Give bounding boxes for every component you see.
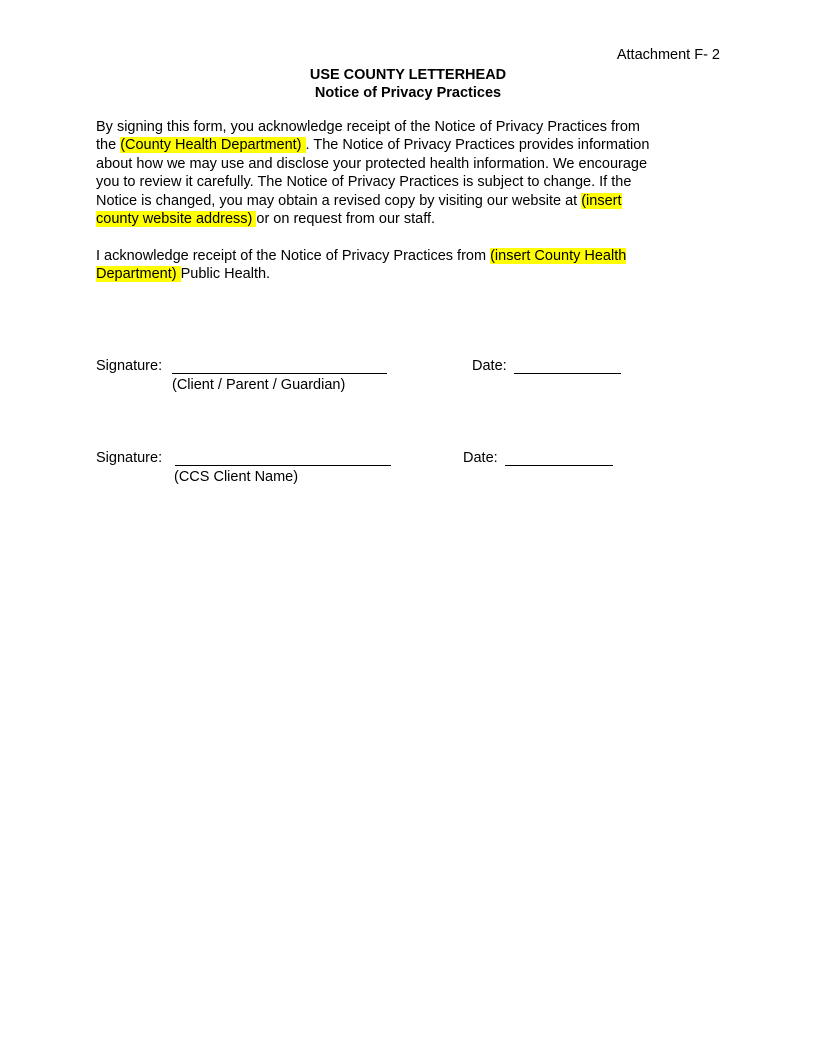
highlighted-placeholder: (insert County Health (490, 248, 627, 264)
letterhead-heading: USE COUNTY LETTERHEAD (309, 67, 507, 83)
paragraph-line: about how we may use and disclose your protected health information. We encourage (96, 156, 648, 172)
paragraph-line: you to review it carefully. The Notice of Privacy Practices is subject to change. If the (96, 174, 632, 190)
paragraph-text: or on request from our staff. (256, 211, 436, 227)
highlighted-placeholder: Department) (96, 266, 181, 282)
paragraph-line (96, 247, 626, 265)
signature-line[interactable] (175, 450, 391, 466)
paragraph-text: the (96, 137, 121, 153)
paragraph-line: By signing this form, you acknowledge receipt of the Notice of Privacy Practices from (96, 119, 640, 135)
page-title: Notice of Privacy Practices (314, 85, 502, 101)
highlighted-placeholder: county website address) (96, 211, 257, 227)
paragraph-line (96, 265, 270, 283)
date-line[interactable] (514, 358, 621, 374)
paragraph-line (96, 136, 649, 154)
date-label: Date: (463, 450, 498, 466)
paragraph-text: . The Notice of Privacy Practices provides information (305, 137, 650, 153)
signature-caption: (Client / Parent / Guardian) (172, 377, 346, 393)
highlighted-placeholder: (County Health Department) (120, 137, 306, 153)
paragraph-line (96, 192, 622, 210)
signature-line[interactable] (172, 358, 387, 374)
signature-label: Signature: (96, 450, 163, 466)
signature-label: Signature: (96, 358, 163, 374)
signature-caption: (CCS Client Name) (174, 469, 299, 485)
attachment-label: Attachment F- 2 (616, 47, 720, 63)
paragraph-text: Public Health. (180, 266, 271, 282)
date-label: Date: (472, 358, 507, 374)
paragraph-line (96, 210, 435, 228)
date-line[interactable] (505, 450, 613, 466)
paragraph-text: I acknowledge receipt of the Notice of Privacy Practices from (96, 248, 491, 264)
paragraph-text: Notice is changed, you may obtain a revised copy by visiting our website at (96, 193, 582, 209)
highlighted-placeholder: (insert (581, 193, 622, 209)
